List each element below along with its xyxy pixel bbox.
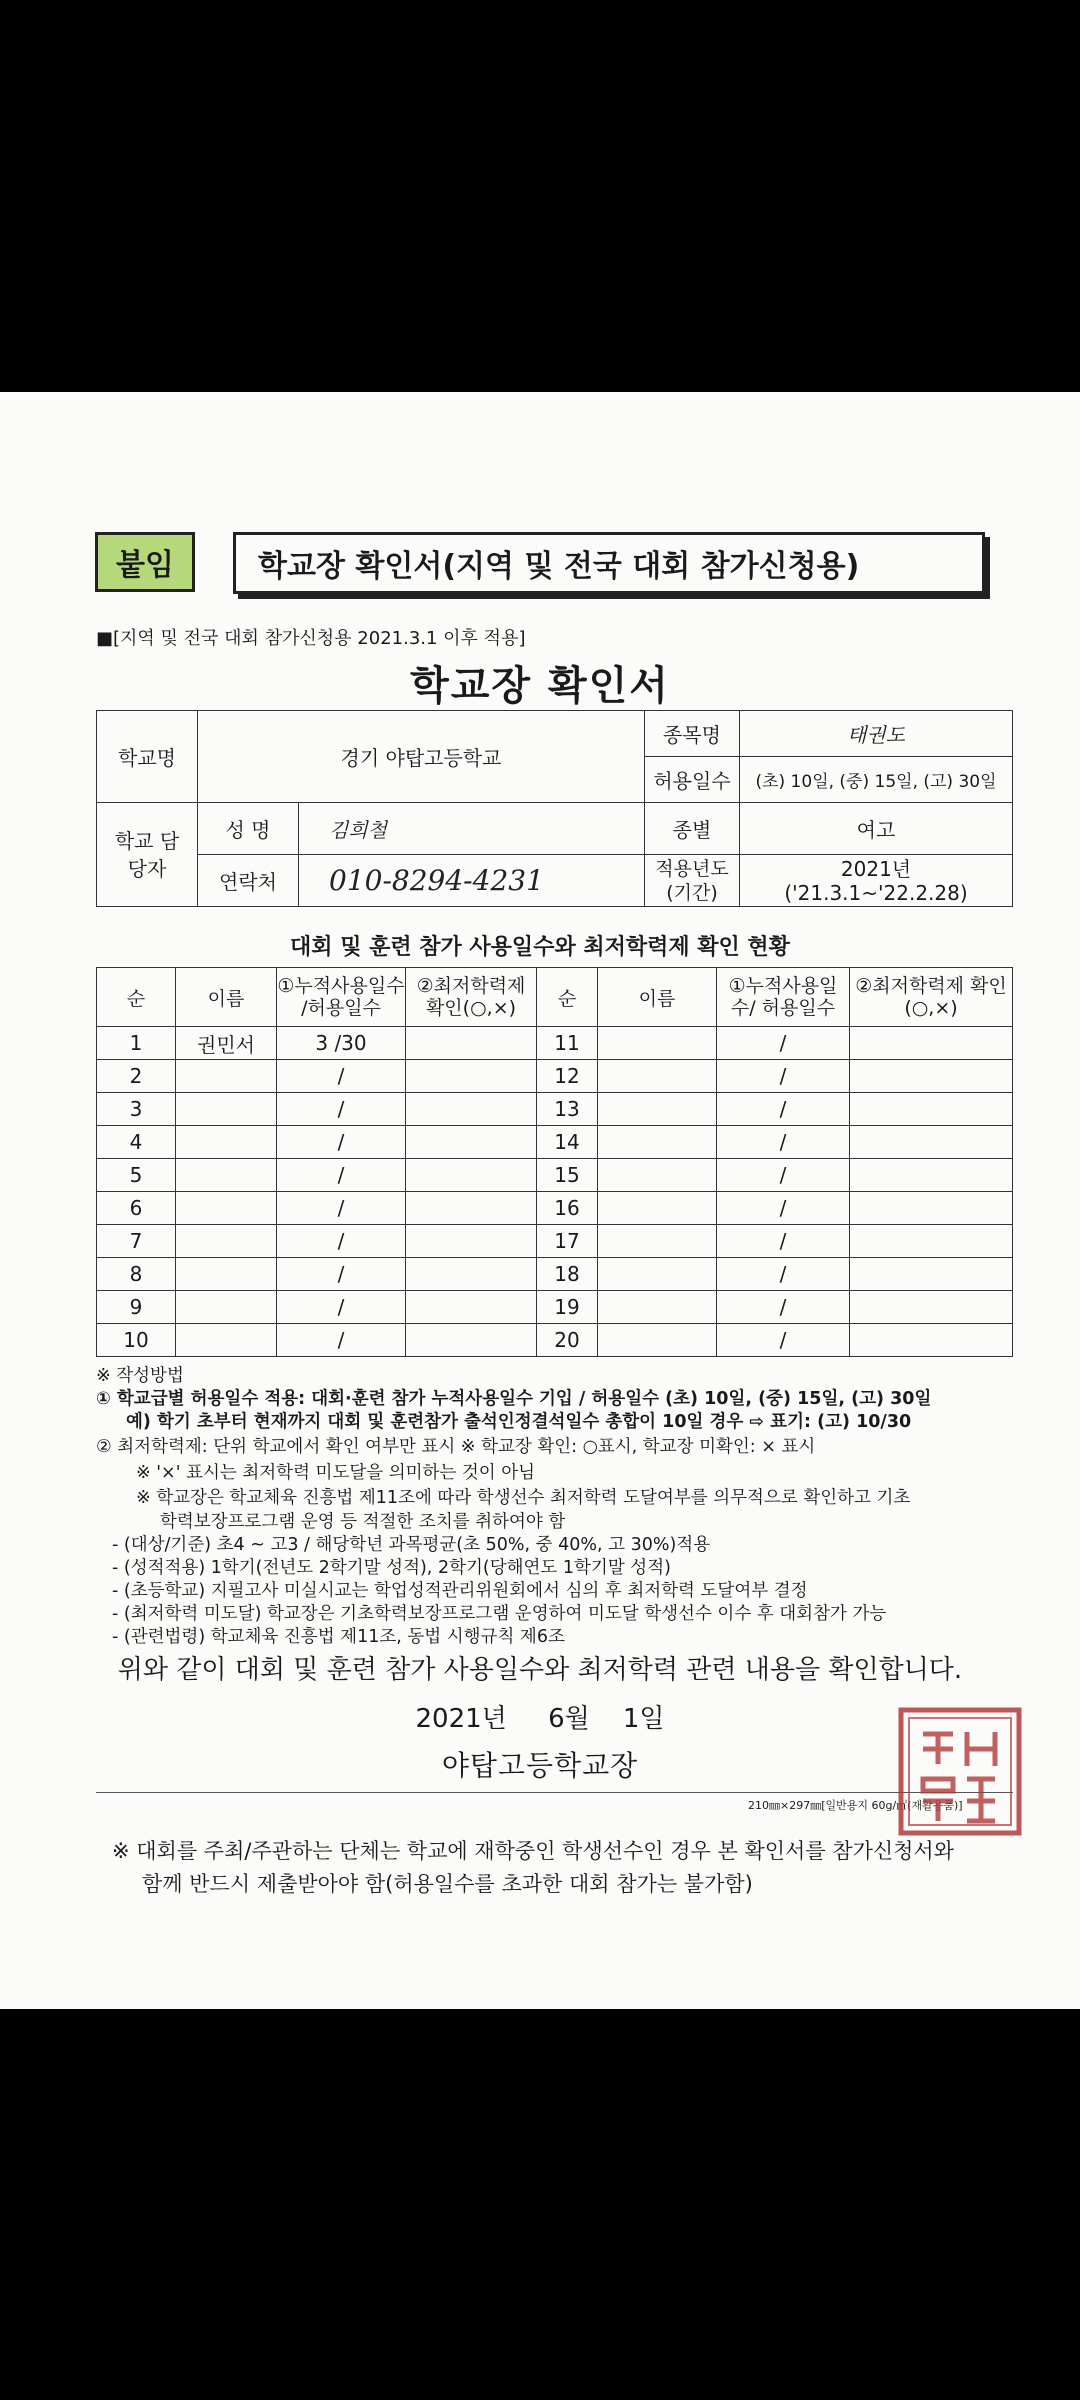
row-check	[406, 1126, 537, 1159]
row-name-right	[598, 1192, 717, 1225]
table-row	[97, 1291, 1013, 1324]
row-no-right: 13	[537, 1093, 598, 1126]
instruction-line: 예) 학기 초부터 현재까지 대회 및 훈련참가 출석인정결석일수 총합이 10일 경우 ⇨ 표기: (고) 10/30	[126, 1412, 912, 1432]
row-no: 5	[97, 1159, 176, 1192]
status-table	[96, 967, 1013, 1357]
year-cell	[740, 855, 1013, 907]
row-no: 7	[97, 1225, 176, 1258]
divider-line	[96, 1792, 1013, 1793]
contact-label: 연락처	[198, 855, 299, 907]
instruction-line: - (관련법령) 학교체육 진흥법 제11조, 동법 시행규칙 제6조	[112, 1627, 565, 1647]
name-label: 성 명	[198, 803, 299, 855]
category-value: 여고	[740, 803, 1013, 855]
row-name-right	[598, 1159, 717, 1192]
row-check-right	[850, 1060, 1013, 1093]
row-name	[176, 1126, 277, 1159]
year-value: 2021년	[840, 856, 912, 881]
row-no: 1	[97, 1027, 176, 1060]
instruction-line: 학력보장프로그램 운영 등 적절한 조치를 취하여야 함	[160, 1512, 566, 1532]
row-check-right	[850, 1159, 1013, 1192]
row-days: /	[277, 1258, 406, 1291]
school-name: 경기 야탑고등학교	[198, 711, 645, 803]
row-days: /	[277, 1225, 406, 1258]
attachment-badge: 붙임	[95, 532, 195, 592]
table-row	[97, 1258, 1013, 1291]
row-name	[176, 1060, 277, 1093]
row-days-right: /	[717, 1291, 850, 1324]
row-days: /	[277, 1060, 406, 1093]
row-days: 3 /30	[277, 1027, 406, 1060]
row-check	[406, 1093, 537, 1126]
table-row	[97, 1093, 1013, 1126]
row-name-right	[598, 1093, 717, 1126]
row-no-right: 14	[537, 1126, 598, 1159]
row-no-right: 15	[537, 1159, 598, 1192]
header-name: 이름	[176, 968, 277, 1027]
header-name-right: 이름	[598, 968, 717, 1027]
row-days-right: /	[717, 1159, 850, 1192]
header-check-right: ②최저학력제 확인(○,×)	[850, 968, 1013, 1027]
title-box: 학교장 확인서(지역 및 전국 대회 참가신청용)	[233, 532, 985, 594]
row-no: 9	[97, 1291, 176, 1324]
row-no-right: 17	[537, 1225, 598, 1258]
row-check	[406, 1159, 537, 1192]
row-days-right: /	[717, 1060, 850, 1093]
document-title: 학교장 확인서	[410, 663, 670, 709]
school-info-table	[96, 710, 1013, 907]
row-days-right: /	[717, 1027, 850, 1060]
row-no: 2	[97, 1060, 176, 1093]
row-no-right: 18	[537, 1258, 598, 1291]
status-title: 대회 및 훈련 참가 사용일수와 최저학력제 확인 현황	[290, 935, 790, 960]
row-check	[406, 1291, 537, 1324]
allowed-days-value: (초) 10일, (중) 15일, (고) 30일	[740, 757, 1013, 803]
row-days: /	[277, 1192, 406, 1225]
row-name-right	[598, 1027, 717, 1060]
row-name	[176, 1093, 277, 1126]
row-no: 3	[97, 1093, 176, 1126]
row-name-right	[598, 1258, 717, 1291]
manager-label: 학교 담당자	[97, 803, 198, 907]
row-no-right: 16	[537, 1192, 598, 1225]
table-row	[97, 1225, 1013, 1258]
table-row	[97, 1126, 1013, 1159]
header-days-right: ①누적사용일수/ 허용일수	[717, 968, 850, 1027]
row-check-right	[850, 1324, 1013, 1357]
row-no: 8	[97, 1258, 176, 1291]
row-name: 권민서	[176, 1027, 277, 1060]
table-row	[97, 1192, 1013, 1225]
row-no-right: 12	[537, 1060, 598, 1093]
confirm-text: 위와 같이 대회 및 훈련 참가 사용일수와 최저학력 관련 내용을 확인합니다.	[117, 1655, 963, 1685]
school-seal-stamp	[895, 1704, 1025, 1839]
row-no: 10	[97, 1324, 176, 1357]
date-month: 6월	[548, 1704, 590, 1734]
row-check-right	[850, 1291, 1013, 1324]
row-name	[176, 1324, 277, 1357]
row-name	[176, 1159, 277, 1192]
instruction-line: ※ 학교장은 학교체육 진흥법 제11조에 따라 학생선수 최저학력 도달여부를 의무적으로 확인하고 기초	[136, 1488, 911, 1508]
date-year: 2021년	[415, 1704, 507, 1734]
instruction-line: - (성적적용) 1학기(전년도 2학기말 성적), 2학기(당해연도 1학기말 성적)	[112, 1558, 671, 1578]
row-check-right	[850, 1093, 1013, 1126]
header-no-right: 순	[537, 968, 598, 1027]
row-check-right	[850, 1225, 1013, 1258]
row-no-right: 20	[537, 1324, 598, 1357]
row-days: /	[277, 1126, 406, 1159]
event-label: 종목명	[645, 711, 740, 757]
row-days-right: /	[717, 1192, 850, 1225]
row-name-right	[598, 1324, 717, 1357]
period-value: ('21.3.1~'22.2.28)	[784, 880, 968, 905]
row-name	[176, 1291, 277, 1324]
row-check	[406, 1060, 537, 1093]
row-check-right	[850, 1192, 1013, 1225]
instruction-line: - (최저학력 미도달) 학교장은 기초학력보장프로그램 운영하여 미도달 학생선수 이수 후 대회참가 가능	[112, 1604, 887, 1624]
allowed-days-label: 허용일수	[645, 757, 740, 803]
row-no: 4	[97, 1126, 176, 1159]
instruction-line: ※ '×' 표시는 최저학력 미도달을 의미하는 것이 아님	[136, 1463, 536, 1483]
row-days: /	[277, 1093, 406, 1126]
row-name-right	[598, 1225, 717, 1258]
row-no-right: 11	[537, 1027, 598, 1060]
row-name-right	[598, 1060, 717, 1093]
row-check	[406, 1324, 537, 1357]
contact-value: 010-8294-4231	[299, 855, 645, 907]
row-name-right	[598, 1126, 717, 1159]
apply-note: ■[지역 및 전국 대회 참가신청용 2021.3.1 이후 적용]	[96, 628, 526, 649]
category-label: 종별	[645, 803, 740, 855]
row-days: /	[277, 1324, 406, 1357]
row-check-right	[850, 1027, 1013, 1060]
row-name	[176, 1192, 277, 1225]
school-head: 야탑고등학교장	[441, 1749, 639, 1782]
row-days-right: /	[717, 1225, 850, 1258]
paper-info: 210㎜×297㎜[일반용지 60g/㎡(재활용품)]	[748, 1799, 963, 1812]
row-days: /	[277, 1159, 406, 1192]
row-check	[406, 1225, 537, 1258]
instruction-line: ② 최저학력제: 단위 학교에서 확인 여부만 표시 ※ 학교장 확인: ○표시, 학교장 미확인: × 표시	[96, 1437, 816, 1457]
row-check	[406, 1027, 537, 1060]
table-row	[97, 1324, 1013, 1357]
header-check: ②최저학력제 확인(○,×)	[406, 968, 537, 1027]
row-no-right: 19	[537, 1291, 598, 1324]
row-days-right: /	[717, 1258, 850, 1291]
instruction-line: - (초등학교) 지필고사 미실시교는 학업성적관리위원회에서 심의 후 최저학력 도달여부 결정	[112, 1581, 808, 1601]
table-row	[97, 1159, 1013, 1192]
row-check	[406, 1192, 537, 1225]
row-check	[406, 1258, 537, 1291]
status-rows	[97, 1027, 1013, 1357]
row-days: /	[277, 1291, 406, 1324]
row-check-right	[850, 1126, 1013, 1159]
instruction-line: - (대상/기준) 초4 ~ 고3 / 해당학년 과목평균(초 50%, 중 40%, 고 30%)적용	[112, 1535, 711, 1555]
row-no: 6	[97, 1192, 176, 1225]
row-name	[176, 1258, 277, 1291]
school-name-label: 학교명	[97, 711, 198, 803]
date-day: 1일	[622, 1704, 665, 1734]
row-days-right: /	[717, 1093, 850, 1126]
row-name	[176, 1225, 277, 1258]
name-value: 김희철	[299, 803, 645, 855]
year-label: 적용년도 (기간)	[645, 855, 740, 907]
event-value: 태권도	[740, 711, 1013, 757]
row-check-right	[850, 1258, 1013, 1291]
row-days-right: /	[717, 1126, 850, 1159]
instruction-line: ※ 작성방법	[96, 1366, 184, 1386]
header-days: ①누적사용일수 /허용일수	[277, 968, 406, 1027]
footer-line-2: 함께 반드시 제출받아야 함(허용일수를 초과한 대회 참가는 불가함)	[142, 1872, 753, 1896]
row-days-right: /	[717, 1324, 850, 1357]
header-no: 순	[97, 968, 176, 1027]
table-row	[97, 1027, 1013, 1060]
footer-line-1: ※ 대회를 주최/주관하는 단체는 학교에 재학중인 학생선수인 경우 본 확인서를 참가신청서와	[112, 1839, 955, 1863]
instruction-line: ① 학교급별 허용일수 적용: 대회·훈련 참가 누적사용일수 기입 / 허용일수 (초) 10일, (중) 15일, (고) 30일	[96, 1389, 932, 1409]
document-page	[0, 392, 1080, 2009]
table-row	[97, 1060, 1013, 1093]
row-name-right	[598, 1291, 717, 1324]
